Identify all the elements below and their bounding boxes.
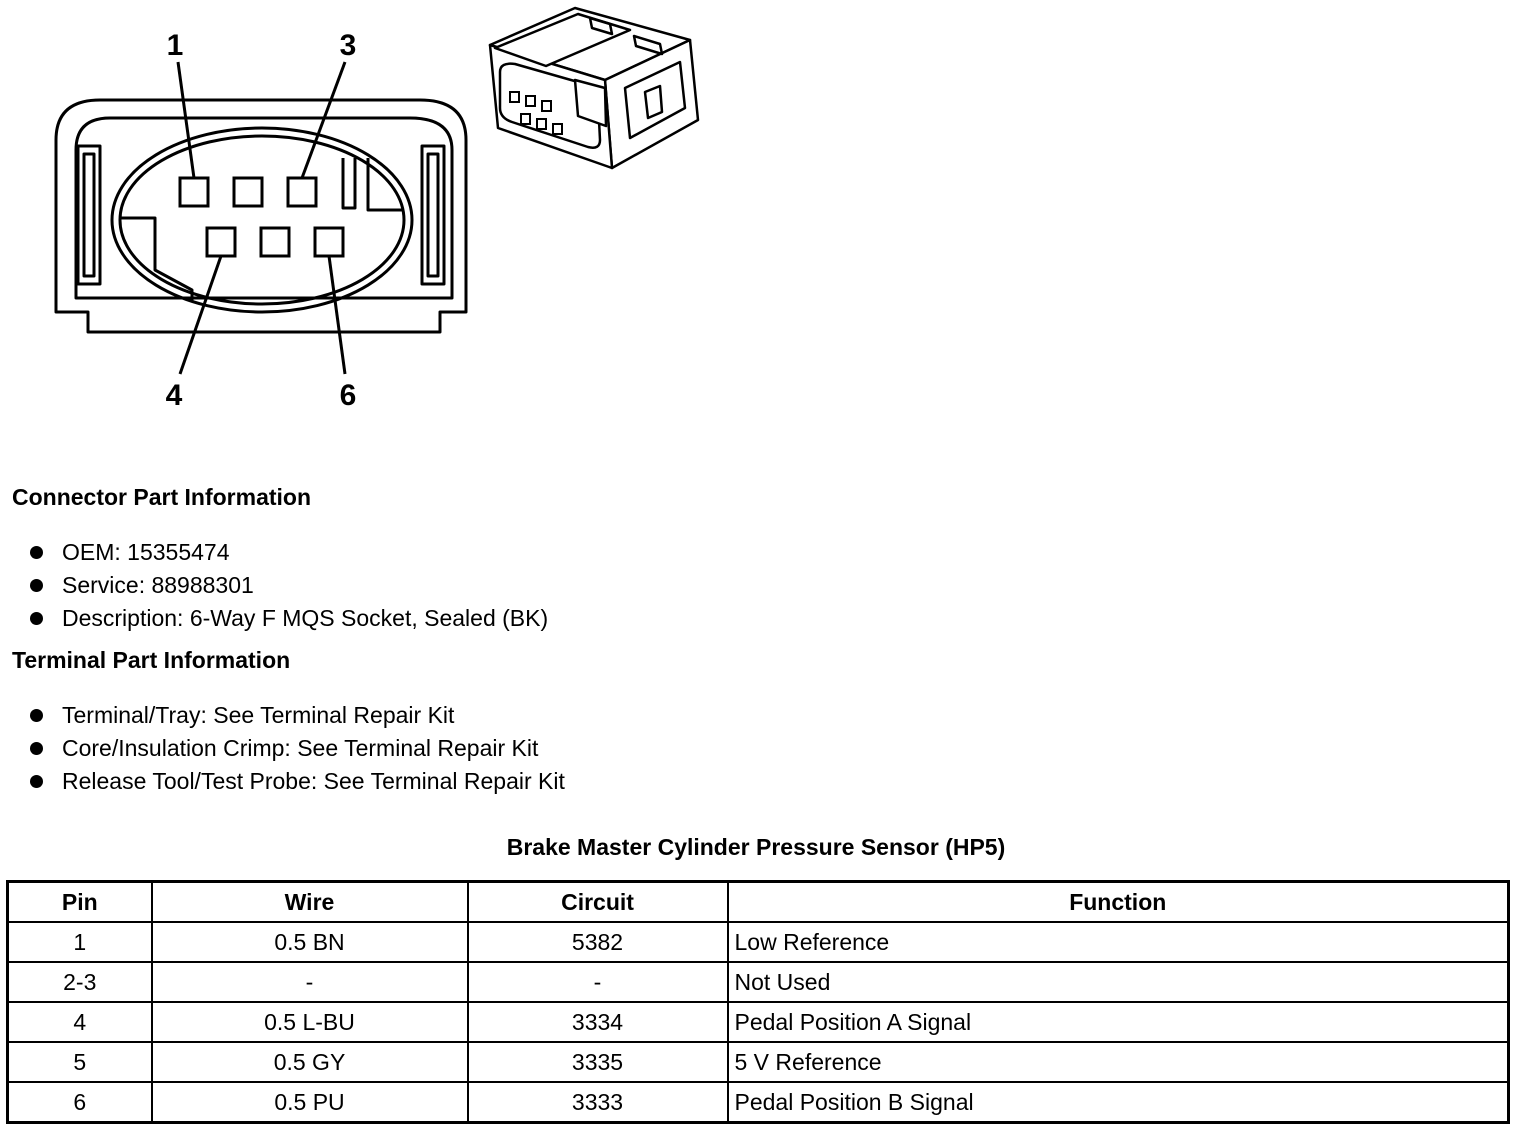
right-latch-rail [422, 146, 444, 284]
pin-callout-1: 1 [166, 29, 184, 62]
bullet-icon [30, 709, 43, 722]
cell-circuit: 5382 [468, 922, 728, 962]
cell-wire: 0.5 GY [152, 1042, 468, 1082]
cell-pin: 4 [8, 1002, 152, 1042]
connector-seal-oval-inner [120, 136, 404, 304]
cell-circuit: 3334 [468, 1002, 728, 1042]
list-item-text: Terminal/Tray: See Terminal Repair Kit [62, 702, 455, 728]
pinout-table [6, 880, 1510, 1124]
list-item [0, 732, 565, 765]
list-item-text: Description: 6-Way F MQS Socket, Sealed (BK) [62, 605, 549, 631]
column-header-circuit: Circuit [468, 882, 728, 923]
connector-part-info-list [0, 536, 548, 635]
terminal-cavity-pin-4 [207, 228, 235, 256]
list-item [0, 536, 548, 569]
column-header-pin: Pin [8, 882, 152, 923]
cell-pin: 1 [8, 922, 152, 962]
table-row [8, 962, 1509, 1002]
leader-line-pin-4 [180, 256, 221, 374]
connector-seal-oval [112, 128, 412, 312]
list-item-text: OEM: 15355474 [62, 539, 230, 565]
right-latch-rail-inner [428, 154, 438, 276]
list-item [0, 699, 565, 732]
bullet-icon [30, 612, 43, 625]
terminal-cavity-pin-6 [315, 228, 343, 256]
cell-pin: 2-3 [8, 962, 152, 1002]
column-header-function: Function [728, 882, 1509, 923]
cell-function: Low Reference [728, 922, 1509, 962]
terminal-part-info-heading: Terminal Part Information [12, 647, 291, 673]
cell-function: Pedal Position A Signal [728, 1002, 1509, 1042]
terminal-cavity-pin-3 [288, 178, 316, 206]
table-row [8, 922, 1509, 962]
pin-callout-3: 3 [339, 29, 357, 62]
cell-function: 5 V Reference [728, 1042, 1509, 1082]
cell-pin: 6 [8, 1082, 152, 1123]
right-key [343, 158, 404, 210]
connector-housing-inner [76, 118, 452, 298]
table-row [8, 1002, 1509, 1042]
connector-diagram [0, 0, 760, 430]
leader-line-pin-6 [329, 256, 345, 374]
connector-part-info-heading: Connector Part Information [12, 484, 312, 510]
table-title: Brake Master Cylinder Pressure Sensor (HP5) [506, 834, 1006, 860]
cell-wire: 0.5 L-BU [152, 1002, 468, 1042]
list-item-text: Core/Insulation Crimp: See Terminal Repair Kit [62, 735, 539, 761]
table-row [8, 1042, 1509, 1082]
cell-wire: 0.5 BN [152, 922, 468, 962]
cell-wire: - [152, 962, 468, 1002]
cell-circuit: 3335 [468, 1042, 728, 1082]
list-item [0, 602, 548, 635]
terminal-part-info-list [0, 699, 565, 798]
list-item [0, 569, 548, 602]
table-header-row [8, 882, 1509, 923]
connector-3d-illustration [490, 8, 698, 168]
table-row [8, 1082, 1509, 1123]
terminal-cavity-pin-2 [234, 178, 262, 206]
list-item [0, 765, 565, 798]
terminal-cavity-pin-5 [261, 228, 289, 256]
list-item-text: Release Tool/Test Probe: See Terminal Repair Kit [62, 768, 565, 794]
pin-callout-4: 4 [165, 379, 183, 412]
cell-function: Not Used [728, 962, 1509, 1002]
bullet-icon [30, 742, 43, 755]
cell-function: Pedal Position B Signal [728, 1082, 1509, 1123]
left-latch-rail [78, 146, 100, 284]
leader-line-pin-1 [178, 62, 194, 178]
leader-line-pin-3 [302, 62, 345, 178]
bullet-icon [30, 579, 43, 592]
pin-callout-6: 6 [339, 379, 357, 412]
left-latch-rail-inner [84, 154, 94, 276]
bullet-icon [30, 775, 43, 788]
cell-circuit: - [468, 962, 728, 1002]
cell-pin: 5 [8, 1042, 152, 1082]
list-item-text: Service: 88988301 [62, 572, 254, 598]
column-header-wire: Wire [152, 882, 468, 923]
cell-wire: 0.5 PU [152, 1082, 468, 1123]
bullet-icon [30, 546, 43, 559]
terminal-cavity-pin-1 [180, 178, 208, 206]
cell-circuit: 3333 [468, 1082, 728, 1123]
